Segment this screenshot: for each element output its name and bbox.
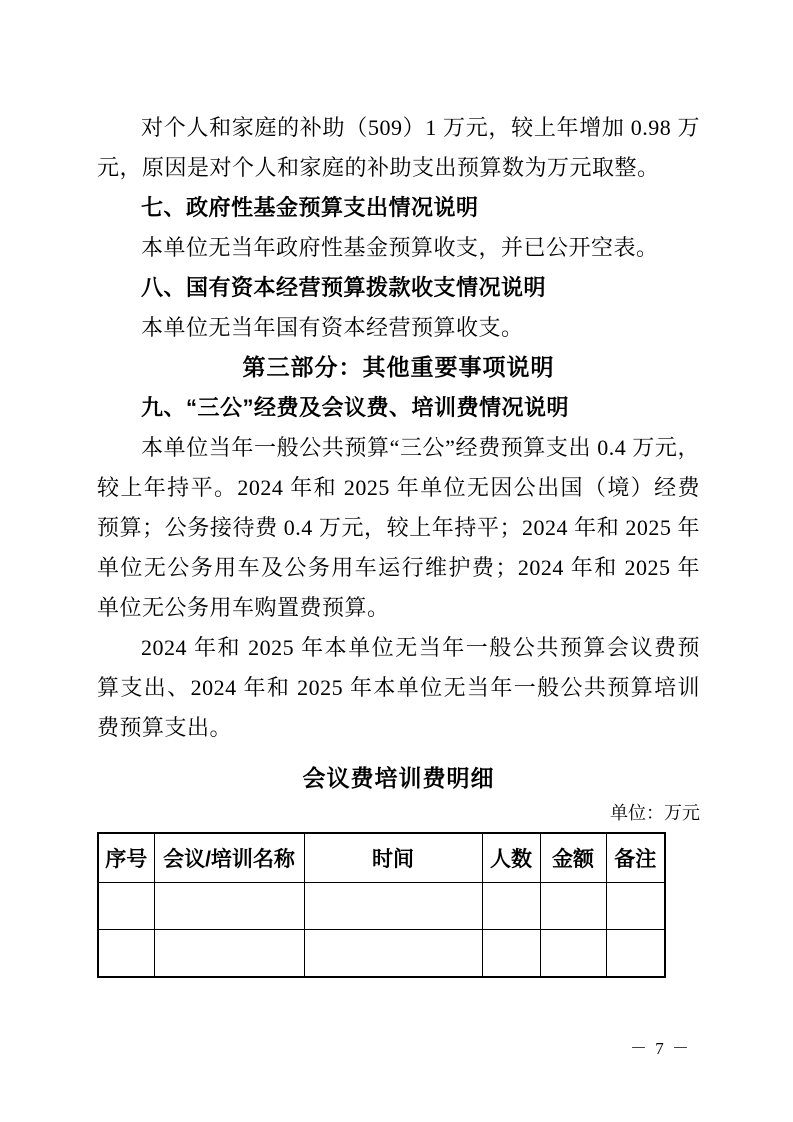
table-cell (482, 930, 540, 978)
col-header-time: 时间 (304, 833, 482, 883)
table-cell (304, 883, 482, 930)
table-cell (606, 930, 665, 978)
meeting-training-fee-table (97, 832, 666, 978)
table-header-row (98, 833, 665, 883)
heading-section-8-state-capital-budget: 八、国有资本经营预算拨款收支情况说明 (141, 275, 547, 300)
table-body (98, 883, 665, 978)
col-header-remarks: 备注 (606, 833, 665, 883)
table-cell (606, 883, 665, 930)
col-header-meeting-name: 会议/培训名称 (154, 833, 304, 883)
table-row (98, 930, 665, 978)
table-cell (482, 883, 540, 930)
table-cell (540, 883, 606, 930)
document-page (97, 0, 700, 978)
table-cell (154, 883, 304, 930)
paragraph-subsidy-509: 对个人和家庭的补助（509）1 万元，较上年增加 0.98 万元，原因是对个人和家庭的补助支出预算数为万元取整。 (97, 115, 700, 180)
col-header-amount: 金额 (540, 833, 606, 883)
table-cell (540, 930, 606, 978)
col-header-people-count: 人数 (482, 833, 540, 883)
table-cell (98, 883, 154, 930)
meeting-training-fee-table-title: 会议费培训费明细 (302, 765, 495, 791)
col-header-seq-no: 序号 (98, 833, 154, 883)
paragraph-section-7: 本单位无当年政府性基金预算收支，并已公开空表。 (141, 235, 659, 260)
table-cell (98, 930, 154, 978)
table-row (98, 883, 665, 930)
part-3-title: 第三部分：其他重要事项说明 (242, 355, 555, 380)
paragraph-section-9b: 2024 年和 2025 年本单位无当年一般公共预算会议费预算支出、2024 年和 2025 年本单位无当年一般公共预算培训费预算支出。 (97, 635, 700, 740)
unit-label: 单位：万元 (610, 803, 700, 823)
table-cell (304, 930, 482, 978)
page-number: － 7 － (630, 1039, 691, 1058)
heading-section-7-gov-fund-budget: 七、政府性基金预算支出情况说明 (141, 195, 479, 220)
paragraph-section-9a: 本单位当年一般公共预算“三公”经费预算支出 0.4 万元，较上年持平。2024 年和 2025 年单位无因公出国（境）经费预算；公务接待费 0.4 万元，较上年持平；2024 年和 2025 年单位无公务用车及公务用车运行维护费；2024 年和 2025 年单位无公务用车购置费预算。 (97, 435, 700, 620)
heading-section-9-three-public-expenses: 九、“三公”经费及会议费、培训费情况说明 (141, 395, 570, 420)
paragraph-section-8: 本单位无当年国有资本经营预算收支。 (141, 315, 524, 340)
table-cell (154, 930, 304, 978)
